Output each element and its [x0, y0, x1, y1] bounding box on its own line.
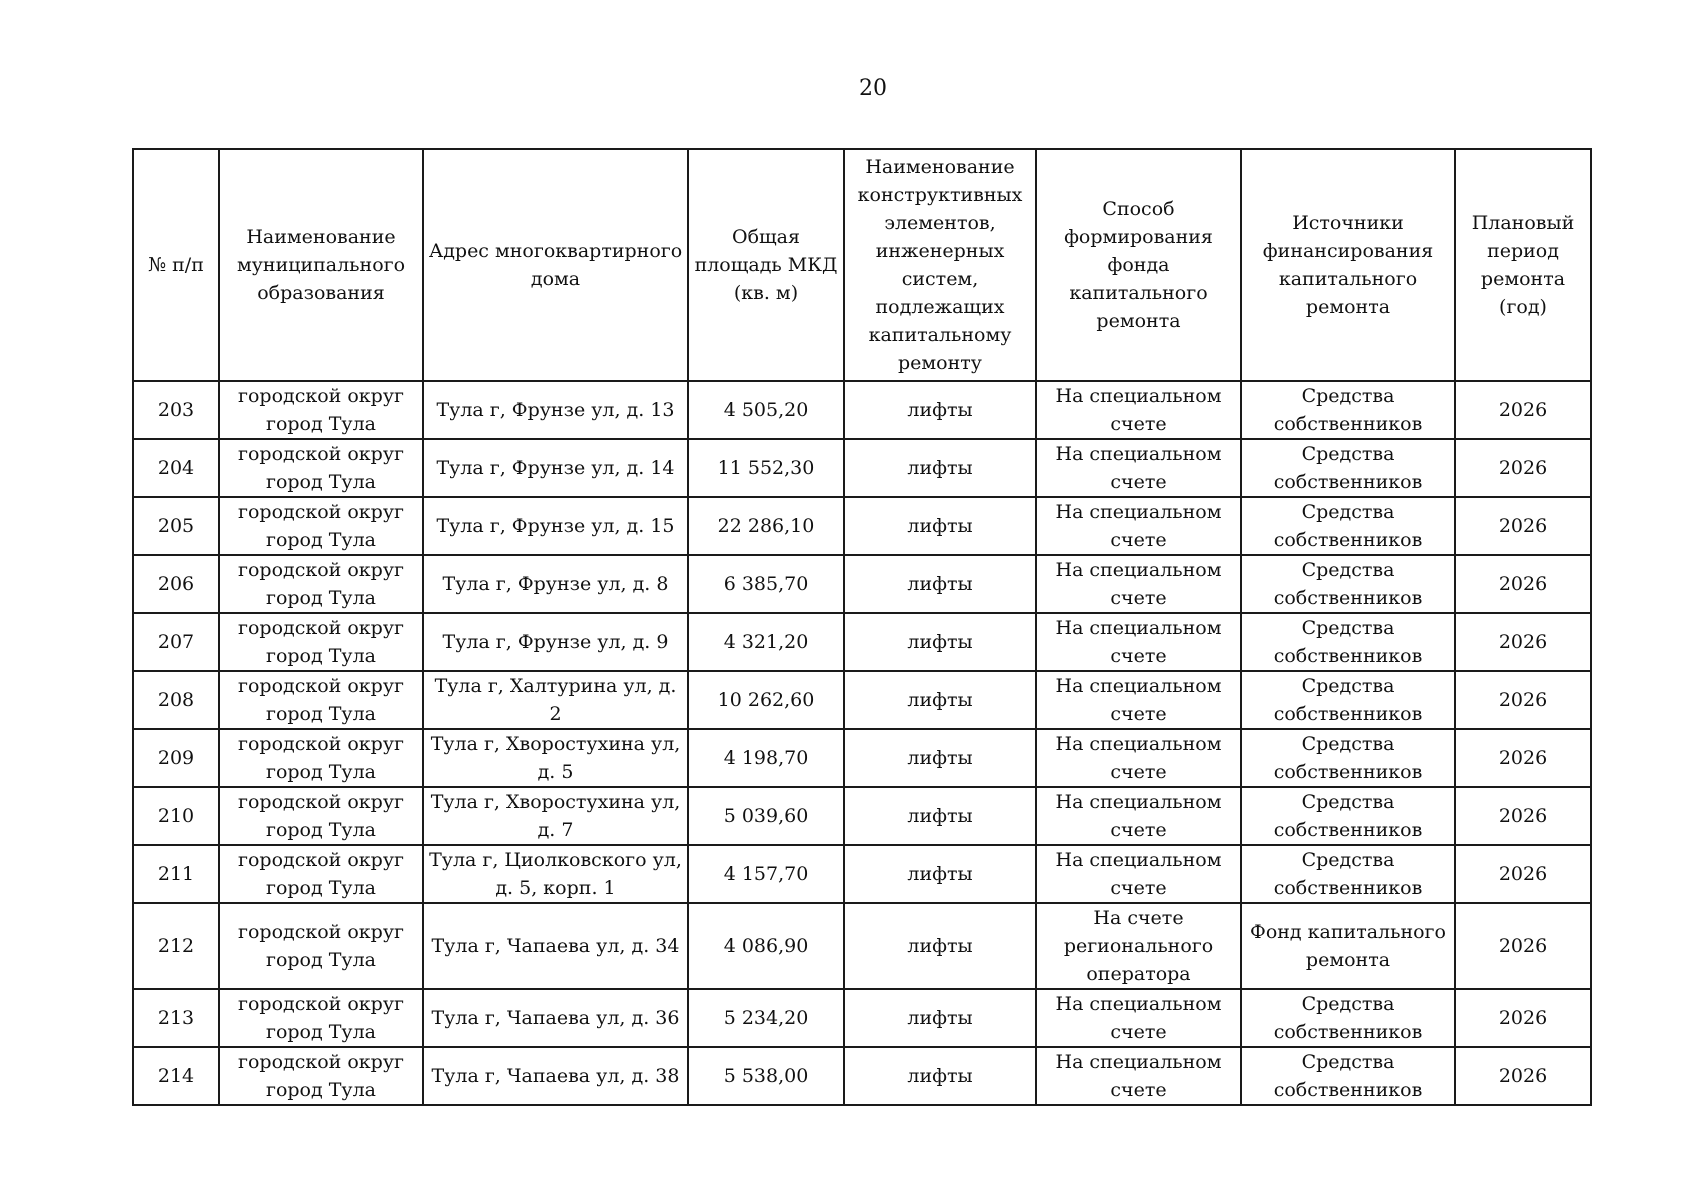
cell-address: Тула г, Чапаева ул, д. 38: [423, 1047, 688, 1105]
cell-area: 5 538,00: [688, 1047, 844, 1105]
cell-elements: лифты: [844, 613, 1036, 671]
cell-period: 2026: [1455, 787, 1591, 845]
cell-period: 2026: [1455, 989, 1591, 1047]
cell-period: 2026: [1455, 729, 1591, 787]
table-header-row: [133, 149, 1591, 381]
cell-municipality: городской округ город Тула: [219, 497, 423, 555]
cell-elements: лифты: [844, 845, 1036, 903]
cell-period: 2026: [1455, 903, 1591, 989]
table-row: [133, 903, 1591, 989]
cell-sources: Фонд капитального ремонта: [1241, 903, 1455, 989]
cell-sources: Средства собственников: [1241, 671, 1455, 729]
cell-sources: Средства собственников: [1241, 497, 1455, 555]
cell-num: 207: [133, 613, 219, 671]
cell-sources: Средства собственников: [1241, 439, 1455, 497]
cell-sources: Средства собственников: [1241, 555, 1455, 613]
cell-municipality: городской округ город Тула: [219, 613, 423, 671]
header-area: Общая площадь МКД (кв. м): [688, 149, 844, 381]
table-row: [133, 787, 1591, 845]
cell-sources: Средства собственников: [1241, 1047, 1455, 1105]
cell-num: 204: [133, 439, 219, 497]
cell-method: На специальном счете: [1036, 1047, 1241, 1105]
table-row: [133, 729, 1591, 787]
cell-method: На специальном счете: [1036, 497, 1241, 555]
cell-municipality: городской округ город Тула: [219, 787, 423, 845]
header-method: Способ формирования фонда капитального ремонта: [1036, 149, 1241, 381]
cell-address: Тула г, Фрунзе ул, д. 14: [423, 439, 688, 497]
cell-municipality: городской округ город Тула: [219, 989, 423, 1047]
cell-area: 4 505,20: [688, 381, 844, 439]
cell-municipality: городской округ город Тула: [219, 729, 423, 787]
header-num: № п/п: [133, 149, 219, 381]
cell-period: 2026: [1455, 671, 1591, 729]
table-row: [133, 497, 1591, 555]
cell-period: 2026: [1455, 845, 1591, 903]
cell-num: 213: [133, 989, 219, 1047]
cell-method: На специальном счете: [1036, 787, 1241, 845]
cell-elements: лифты: [844, 989, 1036, 1047]
cell-method: На специальном счете: [1036, 555, 1241, 613]
cell-method: На специальном счете: [1036, 439, 1241, 497]
cell-period: 2026: [1455, 1047, 1591, 1105]
table-row: [133, 1047, 1591, 1105]
cell-sources: Средства собственников: [1241, 381, 1455, 439]
cell-num: 208: [133, 671, 219, 729]
cell-municipality: городской округ город Тула: [219, 555, 423, 613]
cell-address: Тула г, Фрунзе ул, д. 8: [423, 555, 688, 613]
cell-method: На специальном счете: [1036, 381, 1241, 439]
cell-area: 4 321,20: [688, 613, 844, 671]
table-row: [133, 671, 1591, 729]
cell-period: 2026: [1455, 497, 1591, 555]
cell-method: На специальном счете: [1036, 671, 1241, 729]
cell-period: 2026: [1455, 381, 1591, 439]
table-row: [133, 989, 1591, 1047]
cell-address: Тула г, Чапаева ул, д. 36: [423, 989, 688, 1047]
table-body: [133, 381, 1591, 1105]
repair-schedule-table: [132, 148, 1592, 1106]
table-row: [133, 381, 1591, 439]
cell-sources: Средства собственников: [1241, 845, 1455, 903]
cell-address: Тула г, Фрунзе ул, д. 9: [423, 613, 688, 671]
cell-elements: лифты: [844, 381, 1036, 439]
cell-num: 206: [133, 555, 219, 613]
cell-num: 211: [133, 845, 219, 903]
cell-address: Тула г, Фрунзе ул, д. 13: [423, 381, 688, 439]
cell-elements: лифты: [844, 1047, 1036, 1105]
cell-num: 209: [133, 729, 219, 787]
cell-address: Тула г, Циолковского ул, д. 5, корп. 1: [423, 845, 688, 903]
cell-num: 205: [133, 497, 219, 555]
cell-area: 10 262,60: [688, 671, 844, 729]
cell-elements: лифты: [844, 497, 1036, 555]
cell-area: 6 385,70: [688, 555, 844, 613]
cell-num: 212: [133, 903, 219, 989]
cell-elements: лифты: [844, 439, 1036, 497]
cell-area: 5 039,60: [688, 787, 844, 845]
cell-area: 4 198,70: [688, 729, 844, 787]
cell-elements: лифты: [844, 729, 1036, 787]
header-period: Плановый период ремонта (год): [1455, 149, 1591, 381]
cell-method: На специальном счете: [1036, 845, 1241, 903]
cell-municipality: городской округ город Тула: [219, 1047, 423, 1105]
cell-method: На счете регионального оператора: [1036, 903, 1241, 989]
cell-area: 4 157,70: [688, 845, 844, 903]
cell-method: На специальном счете: [1036, 989, 1241, 1047]
cell-sources: Средства собственников: [1241, 729, 1455, 787]
header-sources: Источники финансирования капитального ремонта: [1241, 149, 1455, 381]
cell-elements: лифты: [844, 903, 1036, 989]
cell-municipality: городской округ город Тула: [219, 845, 423, 903]
cell-method: На специальном счете: [1036, 729, 1241, 787]
cell-num: 214: [133, 1047, 219, 1105]
cell-sources: Средства собственников: [1241, 787, 1455, 845]
cell-municipality: городской округ город Тула: [219, 381, 423, 439]
cell-method: На специальном счете: [1036, 613, 1241, 671]
cell-area: 22 286,10: [688, 497, 844, 555]
table-row: [133, 555, 1591, 613]
cell-num: 203: [133, 381, 219, 439]
cell-period: 2026: [1455, 439, 1591, 497]
cell-period: 2026: [1455, 613, 1591, 671]
cell-elements: лифты: [844, 787, 1036, 845]
cell-area: 4 086,90: [688, 903, 844, 989]
cell-elements: лифты: [844, 671, 1036, 729]
table-row: [133, 613, 1591, 671]
cell-address: Тула г, Хворостухина ул, д. 5: [423, 729, 688, 787]
cell-area: 5 234,20: [688, 989, 844, 1047]
cell-area: 11 552,30: [688, 439, 844, 497]
cell-municipality: городской округ город Тула: [219, 671, 423, 729]
header-municipality: Наименование муниципального образования: [219, 149, 423, 381]
header-elements: Наименование конструктивных элементов, инженерных систем, подлежащих капитальному ремонту: [844, 149, 1036, 381]
cell-municipality: городской округ город Тула: [219, 439, 423, 497]
cell-address: Тула г, Хворостухина ул, д. 7: [423, 787, 688, 845]
cell-address: Тула г, Чапаева ул, д. 34: [423, 903, 688, 989]
table-row: [133, 845, 1591, 903]
cell-address: Тула г, Халтурина ул, д. 2: [423, 671, 688, 729]
header-address: Адрес многоквартирного дома: [423, 149, 688, 381]
cell-elements: лифты: [844, 555, 1036, 613]
cell-sources: Средства собственников: [1241, 613, 1455, 671]
cell-num: 210: [133, 787, 219, 845]
cell-municipality: городской округ город Тула: [219, 903, 423, 989]
table-row: [133, 439, 1591, 497]
cell-period: 2026: [1455, 555, 1591, 613]
page-number: 20: [859, 76, 887, 101]
cell-address: Тула г, Фрунзе ул, д. 15: [423, 497, 688, 555]
cell-sources: Средства собственников: [1241, 989, 1455, 1047]
